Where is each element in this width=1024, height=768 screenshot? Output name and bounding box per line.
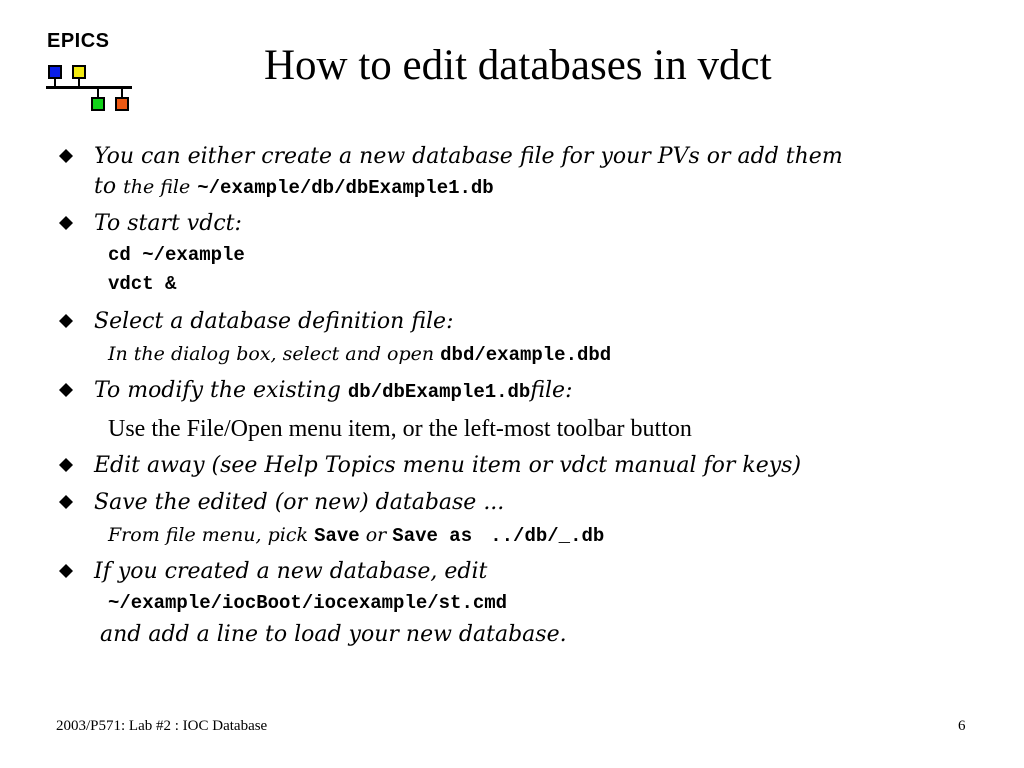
code-path: ~/example/db/dbExample1.db — [197, 177, 494, 199]
bullet-text: To start vdct: — [94, 211, 242, 236]
bullet-text: Select a database definition file: — [94, 309, 454, 334]
bullet-text: You can either create a new database file for your PVs or add them — [94, 144, 843, 169]
text-fragment: file: — [530, 378, 573, 403]
code-path: ../db/_.db — [490, 525, 605, 547]
list-item — [58, 207, 978, 299]
diamond-icon — [58, 494, 74, 510]
diamond-icon — [58, 457, 74, 473]
text-fragment: To modify the existing — [94, 378, 341, 403]
bullet-continuation: and add a line to load your new database. — [100, 622, 567, 647]
code-keyword: Save — [314, 525, 360, 547]
bullet-text: Save the edited (or new) database ... — [94, 490, 505, 515]
text-fragment: to — [94, 174, 117, 199]
logo-text: EPICS — [47, 30, 110, 52]
diamond-icon — [58, 563, 74, 579]
list-item — [58, 140, 978, 203]
logo-red-square — [115, 97, 129, 111]
sub-text: Use the File/Open menu item, or the left-most toolbar button — [108, 416, 692, 442]
sub-text — [108, 339, 978, 370]
sub-text — [108, 520, 978, 551]
text-fragment: the file — [123, 176, 191, 198]
epics-logo — [44, 28, 136, 118]
logo-blue-square — [48, 65, 62, 79]
slide-title: How to edit databases in vdct — [264, 42, 772, 89]
diamond-icon — [58, 215, 74, 231]
text-fragment: In the dialog box, select and open — [108, 343, 435, 365]
footer-text: 2003/P571: Lab #2 : IOC Database — [56, 718, 268, 734]
bullet-continuation — [94, 172, 978, 203]
logo-yellow-square — [72, 65, 86, 79]
list-item — [58, 449, 978, 483]
code-line: cd ~/example — [108, 244, 245, 266]
code-path: dbd/example.dbd — [440, 344, 612, 366]
diamond-icon — [58, 313, 74, 329]
list-item — [58, 305, 978, 370]
code-line: vdct & — [108, 273, 177, 295]
bullet-text: Edit away (see Help Topics menu item or vdct manual for keys) — [94, 453, 802, 478]
logo-bus-line — [46, 86, 132, 89]
list-item — [58, 555, 978, 652]
list-item — [58, 374, 978, 449]
diamond-icon — [58, 148, 74, 164]
code-path: ~/example/iocBoot/iocexample/st.cmd — [108, 592, 508, 614]
list-item — [58, 486, 978, 551]
page-number: 6 — [958, 718, 966, 734]
logo-green-square — [91, 97, 105, 111]
bullet-text: If you created a new database, edit — [94, 559, 488, 584]
bullet-list — [58, 140, 978, 652]
bullet-text — [94, 374, 978, 409]
text-fragment: From file menu, pick — [108, 524, 309, 546]
code-keyword: Save as — [392, 525, 473, 547]
code-path: db/dbExample1.db — [347, 381, 531, 403]
text-fragment: or — [365, 524, 387, 546]
diamond-icon — [58, 382, 74, 398]
